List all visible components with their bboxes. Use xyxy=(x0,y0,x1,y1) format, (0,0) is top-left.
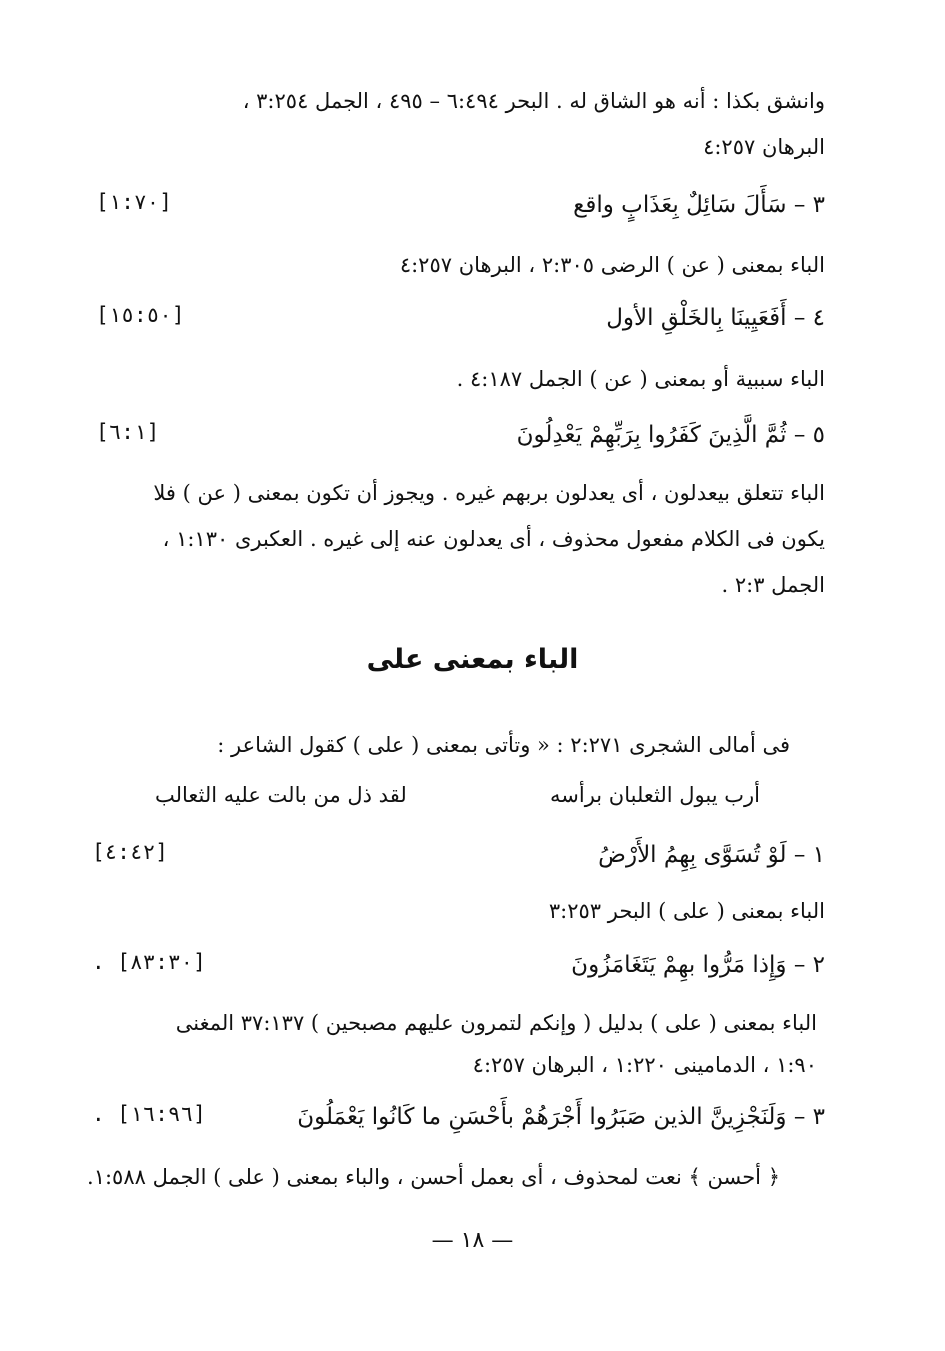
text-line: ﴿ أحسن ﴾ نعت لمحذوف ، أى بعمل أحسن ، والباء بمعنى ( على ) الجمل ١:٥٨٨. xyxy=(87,1165,780,1189)
text-line: فى أمالى الشجرى ٢:٢٧١ : « وتأتى بمعنى ( على ) كقول الشاعر : xyxy=(217,733,790,757)
text-line: البرهان ٤:٢٥٧ xyxy=(703,135,825,159)
text-line: الباء تتعلق بيعدلون ، أى يعدلون بربهم غيره . ويجوز أن تكون بمعنى ( عن ) فلا xyxy=(153,481,825,505)
verse-reference: [١٥:٥٠] xyxy=(96,303,185,327)
verse-line: ٤ – أَفَعَيِينَا بِالخَلْقِ الأول xyxy=(606,305,825,331)
text-line: الجمل ٢:٣ . xyxy=(721,573,825,597)
verse-line: ٥ – ثُمَّ الَّذِينَ كَفَرُوا بِرَبِّهِمْ يَعْدِلُونَ xyxy=(516,422,825,448)
text-line: يكون فى الكلام مفعول محذوف ، أى يعدلون عنه إلى غيره . العكبرى ١:١٣٠ ، xyxy=(162,527,825,551)
text-line: الباء بمعنى ( على ) البحر ٣:٢٥٣ xyxy=(548,899,825,923)
text-line: وانشق بكذا : أنه هو الشاق له . البحر ٦:٤٩٤ – ٤٩٥ ، الجمل ٣:٢٥٤ ، xyxy=(242,89,825,113)
text-line: الباء بمعنى ( عن ) الرضى ٢:٣٠٥ ، البرهان ٤:٢٥٧ xyxy=(399,253,825,277)
text-line: ١:٩٠ ، الدمامينى ١:٢٢٠ ، البرهان ٤:٢٥٧ xyxy=(472,1053,817,1077)
verse-reference: [٤:٤٢] xyxy=(92,840,168,864)
page-number: — ١٨ — xyxy=(431,1228,514,1253)
verse-reference: [١:٧٠] xyxy=(96,190,172,214)
verse-reference: . [٨٣:٣٠] xyxy=(92,950,206,974)
poem-hemistich-second: لقد ذل من بالت عليه الثعالب xyxy=(155,783,407,807)
verse-line: ٣ – وَلَنَجْزِينَّ الذين صَبَرُوا أَجْرَهُمْ بأَحْسَنِ ما كَانُوا يَعْمَلُونَ xyxy=(297,1104,825,1130)
text-line: الباء سببية أو بمعنى ( عن ) الجمل ٤:١٨٧ . xyxy=(456,367,825,391)
text-line: الباء بمعنى ( على ) بدليل ( وإنكم لتمرون عليهم مصبحين ) ٣٧:١٣٧ المغنى xyxy=(175,1011,817,1035)
verse-line: ٢ – وَإِذا مَرُّوا بهِمْ يَتَغَامَزُونَ xyxy=(571,952,825,978)
poem-hemistich-first: أرب يبول الثعلبان برأسه xyxy=(550,783,760,807)
verse-line: ١ – لَوْ تُسَوَّى بِهِمُ الأَرْضُ xyxy=(598,842,825,868)
verse-line: ٣ – سَأَلَ سَائِلٌ بِعَذَابٍ واقع xyxy=(573,192,825,218)
verse-reference: . [١٦:٩٦] xyxy=(92,1102,206,1126)
section-heading: الباء بمعنى على xyxy=(366,644,579,675)
verse-reference: [٦:١] xyxy=(96,420,160,444)
